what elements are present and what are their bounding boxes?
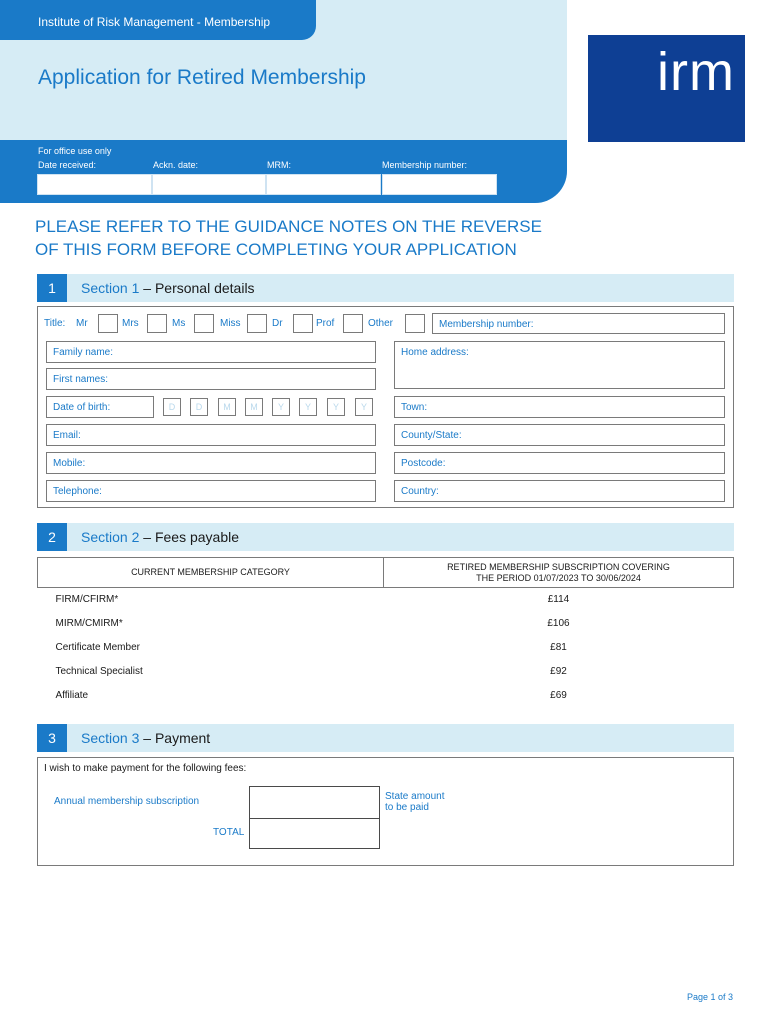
town-label: Town: [401, 402, 428, 413]
postcode-label: Postcode: [401, 458, 446, 469]
checkbox-dr[interactable] [293, 314, 313, 333]
fee-cell: £69 [550, 690, 567, 701]
home-address-label: Home address: [401, 347, 469, 358]
section-2-header [37, 523, 734, 551]
office-use-label: For office use only [38, 146, 112, 156]
section-3-number: 3 [37, 724, 67, 752]
category-cell: FIRM/CFIRM* [55, 594, 119, 606]
family-name-field[interactable] [46, 341, 376, 363]
checkbox-miss[interactable] [247, 314, 267, 333]
home-address-field[interactable] [394, 341, 725, 389]
dob-year-3[interactable]: Y [327, 398, 345, 416]
title-option-ms: Ms [172, 318, 186, 329]
country-field[interactable] [394, 480, 725, 502]
office-membership-number-field[interactable] [382, 174, 497, 195]
checkbox-mrs[interactable] [147, 314, 167, 333]
category-cell: MIRM/CMIRM* [55, 618, 123, 629]
table-row [38, 588, 734, 612]
annual-subscription-label: Annual membership subscription [54, 796, 200, 807]
title-option-dr: Dr [272, 318, 283, 329]
header-tab [0, 0, 316, 40]
fees-table-header [38, 558, 734, 588]
first-names-field[interactable] [46, 368, 376, 390]
office-use-panel [0, 140, 567, 203]
page-title: Application for Retired Membership [38, 66, 366, 89]
fee-cell: £92 [550, 666, 567, 677]
notice-line-2: OF THIS FORM BEFORE COMPLETING YOUR APPLICATION [35, 240, 517, 259]
mrm-label: MRM: [267, 160, 291, 170]
email-label: Email: [53, 430, 81, 441]
dob-day-1[interactable]: D [163, 398, 181, 416]
section-1-title [81, 280, 255, 296]
state-amount-line-2: to be paid [385, 802, 429, 813]
family-name-label: Family name: [53, 347, 114, 358]
section-1-title-suffix: – Personal details [139, 280, 255, 296]
title-option-prof: Prof [316, 318, 335, 329]
checkbox-other[interactable] [405, 314, 425, 333]
postcode-field[interactable] [394, 452, 725, 474]
category-cell: Technical Specialist [55, 666, 143, 677]
subscription-header-line-1: RETIRED MEMBERSHIP SUBSCRIPTION COVERING [447, 561, 670, 572]
dob-month-1[interactable]: M [218, 398, 236, 416]
date-of-birth-field [46, 396, 154, 418]
checkbox-mr[interactable] [98, 314, 118, 333]
section-1-title-prefix: Section 1 [81, 280, 140, 296]
title-option-mrs: Mrs [122, 318, 139, 329]
membership-number-label: Membership number: [439, 319, 534, 330]
section-2-title-prefix: Section 2 [81, 529, 140, 545]
total-amount-field[interactable] [249, 818, 380, 849]
notice-line-1: PLEASE REFER TO THE GUIDANCE NOTES ON THE REVERSE [35, 217, 542, 236]
dob-year-1[interactable]: Y [272, 398, 290, 416]
section-3-title-prefix: Section 3 [81, 730, 140, 746]
section-1-header [37, 274, 734, 302]
section-3-title [81, 730, 210, 746]
mrm-field[interactable] [266, 174, 381, 195]
title-option-mr: Mr [76, 318, 88, 329]
annual-subscription-amount-field[interactable] [249, 786, 380, 819]
country-label: Country: [401, 486, 439, 497]
town-field[interactable] [394, 396, 725, 418]
telephone-label: Telephone: [53, 486, 102, 497]
total-label: TOTAL [213, 827, 245, 838]
subscription-column-header [384, 558, 734, 588]
payment-intro: I wish to make payment for the following fees: [44, 763, 247, 774]
category-cell: Affiliate [55, 690, 89, 701]
ackn-date-field[interactable] [152, 174, 266, 195]
table-row [38, 660, 734, 684]
section-3-title-suffix: – Payment [139, 730, 211, 746]
table-row [38, 684, 734, 708]
title-option-miss: Miss [220, 318, 241, 329]
dob-month-2[interactable]: M [245, 398, 263, 416]
date-received-label: Date received: [38, 160, 97, 170]
mobile-label: Mobile: [53, 458, 86, 469]
email-field[interactable] [46, 424, 376, 446]
state-amount-note [385, 791, 444, 813]
dob-year-2[interactable]: Y [299, 398, 317, 416]
first-names-label: First names: [53, 374, 109, 385]
dob-year-4[interactable]: Y [355, 398, 373, 416]
dob-day-2[interactable]: D [190, 398, 208, 416]
fee-cell: £114 [547, 594, 570, 606]
telephone-field[interactable] [46, 480, 376, 502]
fee-cell: £81 [550, 642, 567, 653]
county-state-label: County/State: [401, 430, 462, 441]
irm-logo [588, 35, 745, 142]
office-membership-number-label: Membership number: [382, 160, 468, 170]
section-2-title [81, 529, 239, 545]
section-2-title-suffix: – Fees payable [139, 529, 239, 545]
ackn-date-label: Ackn. date: [153, 160, 199, 170]
section-3-header [37, 724, 734, 752]
title-option-other: Other [368, 318, 394, 329]
checkbox-ms[interactable] [194, 314, 214, 333]
state-amount-line-1: State amount [385, 791, 445, 802]
logo-text: irm [657, 42, 735, 102]
section-2-number: 2 [37, 523, 67, 551]
subscription-header-line-2: THE PERIOD 01/07/2023 TO 30/06/2024 [476, 572, 641, 583]
page-number: Page 1 of 3 [686, 992, 733, 1002]
date-of-birth-label: Date of birth: [53, 402, 111, 413]
category-column-header: CURRENT MEMBERSHIP CATEGORY [38, 558, 384, 588]
county-state-field[interactable] [394, 424, 725, 446]
title-label: Title: [44, 318, 66, 329]
category-cell: Certificate Member [55, 642, 140, 653]
section-1-number: 1 [37, 274, 67, 302]
fees-table [37, 557, 734, 708]
membership-number-field[interactable] [432, 313, 725, 334]
guidance-notice [35, 215, 555, 261]
date-received-field[interactable] [37, 174, 152, 195]
checkbox-prof[interactable] [343, 314, 363, 333]
fee-cell: £106 [547, 618, 570, 629]
table-row [38, 612, 734, 636]
mobile-field[interactable] [46, 452, 376, 474]
header-tab-text: Institute of Risk Management - Membership [38, 15, 271, 29]
table-row [38, 636, 734, 660]
